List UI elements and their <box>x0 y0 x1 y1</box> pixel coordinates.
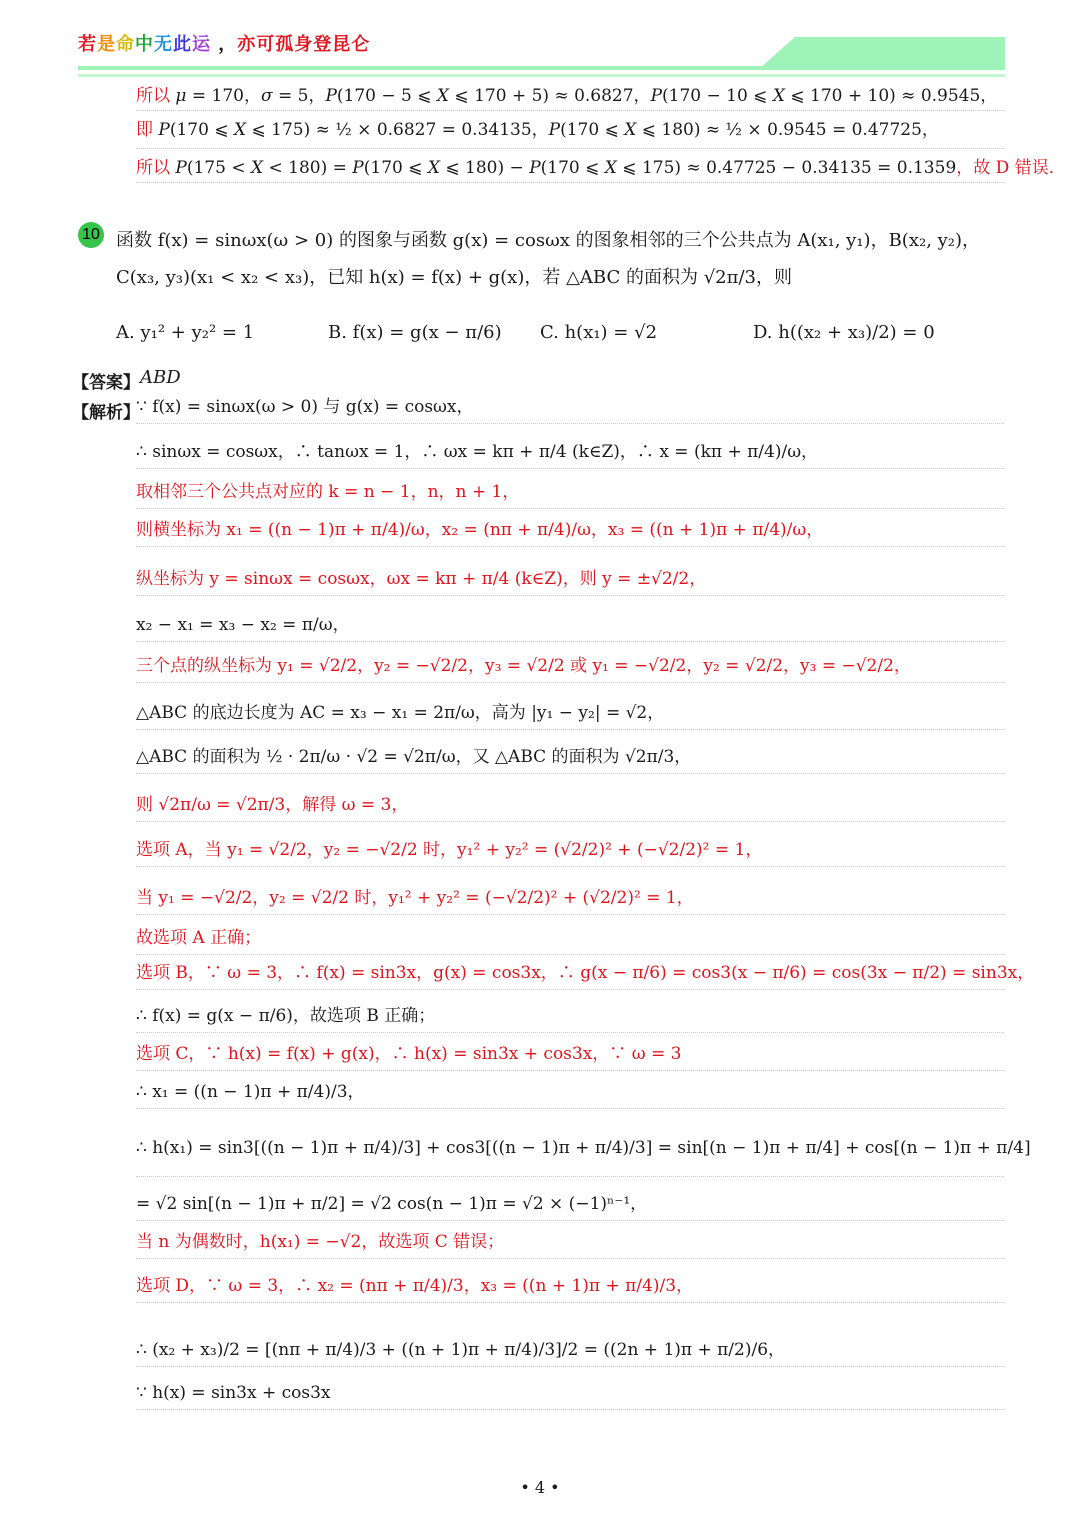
option-a: A. y₁² + y₂² = 1 <box>116 322 255 343</box>
question-stem-line-1: 函数 f(x) = sinωx(ω > 0) 的图象与函数 g(x) = cosωx 的图象相邻的三个公共点为 A(x₁, y₁)，B(x₂, y₂)， <box>116 230 981 251</box>
solution-line: ∴ x₁ = ((n − 1)π + π/4)/3， <box>136 1084 1004 1109</box>
solution-line: △ABC 的底边长度为 AC = x₃ − x₁ = 2π/ω，高为 |y₁ − y₂| = √2， <box>136 705 1004 730</box>
motto-part1: 若是命中无此运 <box>78 34 211 55</box>
solution-line: 选项 A，当 y₁ = √2/2，y₂ = −√2/2 时，y₁² + y₂² = (√2/2)² + (−√2/2)² = 1， <box>136 842 1004 867</box>
question-stem-line-2: C(x₃, y₃)(x₁ < x₂ < x₃)，已知 h(x) = f(x) + g(x)，若 △ABC 的面积为 √2π/3，则 <box>116 267 792 288</box>
prev-solution-line-2: 即 P(170 ⩽ X ⩽ 175) ≈ ½ × 0.6827 = 0.34135，P(170 ⩽ X ⩽ 180) ≈ ½ × 0.9545 = 0.47725， <box>136 122 1004 149</box>
option-d: D. h((x₂ + x₃)/2) = 0 <box>753 322 935 343</box>
header-motto <box>78 30 370 56</box>
solution-line: 选项 B，∵ ω = 3，∴ f(x) = sin3x，g(x) = cos3x，∴ g(x − π/6) = cos3(x − π/6) = cos(3x − π/2) = sin3x， <box>136 965 1004 990</box>
option-b: B. f(x) = g(x − π/6) <box>328 322 502 343</box>
option-c: C. h(x₁) = √2 <box>540 322 658 343</box>
prev-solution-line-1: 所以 μ = 170，σ = 5，P(170 − 5 ⩽ X ⩽ 170 + 5) ≈ 0.6827，P(170 − 10 ⩽ X ⩽ 170 + 10) ≈ 0.9545， <box>136 88 1004 111</box>
solution-line: ∴ f(x) = g(x − π/6)，故选项 B 正确； <box>136 1008 1004 1033</box>
analysis-label: 【解析】 <box>72 403 140 423</box>
motto-separator: ， <box>218 34 238 55</box>
solution-line: = √2 sin[(n − 1)π + π/2] = √2 cos(n − 1)π = √2 × (−1)ⁿ⁻¹， <box>136 1196 1004 1221</box>
solution-line: ∴ (x₂ + x₃)/2 = [(nπ + π/4)/3 + ((n + 1)π + π/4)/3]/2 = ((2n + 1)π + π/2)/6， <box>136 1342 1004 1367</box>
solution-line: △ABC 的面积为 ½ · 2π/ω · √2 = √2π/ω，又 △ABC 的面积为 √2π/3， <box>136 749 1004 774</box>
solution-line: 故选项 A 正确； <box>136 930 1004 955</box>
answer-label: 【答案】 <box>72 373 140 393</box>
solution-line: 纵坐标为 y = sinωx = cosωx，ωx = kπ + π/4 (k∈Z)，则 y = ±√2/2， <box>136 571 1004 596</box>
solution-line: 选项 C，∵ h(x) = f(x) + g(x)，∴ h(x) = sin3x + cos3x，∵ ω = 3 <box>136 1046 1004 1071</box>
motto-part2: 亦可孤身登昆仑 <box>237 34 371 55</box>
solution-line: ∵ h(x) = sin3x + cos3x <box>136 1385 1004 1410</box>
solution-line: 当 n 为偶数时，h(x₁) = −√2，故选项 C 错误； <box>136 1234 1004 1259</box>
solution-line: ∴ sinωx = cosωx，∴ tanωx = 1，∴ ωx = kπ + π/4 (k∈Z)，∴ x = (kπ + π/4)/ω， <box>136 444 1004 469</box>
solution-line: 当 y₁ = −√2/2，y₂ = √2/2 时，y₁² + y₂² = (−√2/2)² + (√2/2)² = 1， <box>136 890 1004 915</box>
solution-line: x₂ − x₁ = x₃ − x₂ = π/ω， <box>136 617 1004 642</box>
prev-solution-line-3: 所以 P(175 < X < 180) = P(170 ⩽ X ⩽ 180) − P(170 ⩽ X ⩽ 175) ≈ 0.47725 − 0.34135 = 0.1359，故 D 错误． <box>136 160 1004 183</box>
solution-line: 则横坐标为 x₁ = ((n − 1)π + π/4)/ω，x₂ = (nπ + π/4)/ω，x₃ = ((n + 1)π + π/4)/ω， <box>136 522 1004 547</box>
page-number: • 4 • <box>520 1478 560 1497</box>
solution-line: ∵ f(x) = sinωx(ω > 0) 与 g(x) = cosωx， <box>136 399 1004 424</box>
question-number-badge: 10 <box>78 222 104 248</box>
answer-value: ABD <box>140 367 181 388</box>
solution-line: ∴ h(x₁) = sin3[((n − 1)π + π/4)/3] + cos3[((n − 1)π + π/4)/3] = sin[(n − 1)π + π/4] + cos[(n − 1)π + π/4] <box>136 1140 1004 1177</box>
solution-line: 选项 D，∵ ω = 3，∴ x₂ = (nπ + π/4)/3，x₃ = ((n + 1)π + π/4)/3， <box>136 1278 1004 1303</box>
solution-line: 三个点的纵坐标为 y₁ = √2/2，y₂ = −√2/2，y₃ = √2/2 或 y₁ = −√2/2，y₂ = √2/2，y₃ = −√2/2， <box>136 658 1004 683</box>
solution-line: 取相邻三个公共点对应的 k = n − 1，n，n + 1， <box>136 484 1004 509</box>
solution-line: 则 √2π/ω = √2π/3，解得 ω = 3， <box>136 797 1004 822</box>
